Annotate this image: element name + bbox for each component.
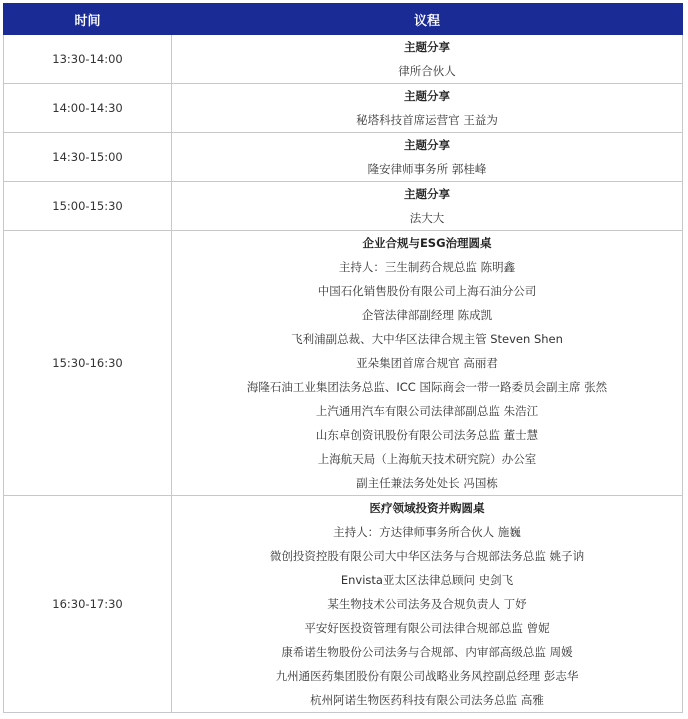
agenda-cell <box>172 231 683 496</box>
time-cell: 14:30-15:00 <box>4 133 172 182</box>
session-title: 企业合规与ESG治理圆桌 <box>362 236 492 250</box>
table-row <box>4 182 683 231</box>
agenda-table-wrapper <box>3 3 683 713</box>
time-cell: 13:30-14:00 <box>4 35 172 84</box>
speaker-line: 海隆石油工业集团法务总监、ICC 国际商会一带一路委员会副主席 张然 <box>246 380 608 394</box>
moderator-line: 主持人：方达律师事务所合伙人 施巍 <box>333 525 521 539</box>
table-row <box>4 84 683 133</box>
table-row <box>4 231 683 496</box>
session-title: 主题分享 <box>404 89 450 103</box>
agenda-cell <box>172 133 683 182</box>
speaker-line: 杭州阿诺生物医药科技有限公司法务总监 高雅 <box>310 693 544 707</box>
agenda-cell <box>172 35 683 84</box>
session-title: 医疗领域投资并购圆桌 <box>369 501 485 515</box>
speaker-line: 秘塔科技首席运营官 王益为 <box>356 113 498 127</box>
header-time: 时间 <box>4 4 172 35</box>
time-cell: 14:00-14:30 <box>4 84 172 133</box>
table-row <box>4 133 683 182</box>
session-title: 主题分享 <box>404 187 450 201</box>
agenda-table <box>3 3 683 713</box>
agenda-cell <box>172 182 683 231</box>
speaker-line: 某生物技术公司法务及合规负责人 丁妤 <box>327 597 527 611</box>
time-cell: 15:00-15:30 <box>4 182 172 231</box>
header-row <box>4 4 683 35</box>
speaker-line: 上汽通用汽车有限公司法律部副总监 朱浩江 <box>315 404 539 418</box>
time-cell: 16:30-17:30 <box>4 496 172 713</box>
speaker-line: 副主任兼法务处处长 冯国栋 <box>356 476 498 490</box>
session-title: 主题分享 <box>404 40 450 54</box>
speaker-line: 九州通医药集团股份有限公司战略业务风控副总经理 彭志华 <box>275 669 579 683</box>
speaker-line: 微创投资控股有限公司大中华区法务与合规部法务总监 姚子讷 <box>269 549 585 563</box>
speaker-line: 企管法律部副经理 陈成凯 <box>361 308 493 322</box>
speaker-line: 平安好医投资管理有限公司法律合规部总监 曾妮 <box>304 621 550 635</box>
agenda-cell <box>172 84 683 133</box>
agenda-cell <box>172 496 683 713</box>
speaker-line: 亚朵集团首席合规官 高丽君 <box>356 356 498 370</box>
speaker-line: 上海航天局（上海航天技术研究院）办公室 <box>317 452 537 466</box>
speaker-line: 法大大 <box>409 211 445 225</box>
speaker-line: 中国石化销售股份有限公司上海石油分公司 <box>317 284 537 298</box>
speaker-line: 飞利浦副总裁、大中华区法律合规主管 Steven Shen <box>291 332 563 346</box>
time-cell: 15:30-16:30 <box>4 231 172 496</box>
table-row <box>4 496 683 713</box>
header-agenda: 议程 <box>172 4 683 35</box>
session-title: 主题分享 <box>404 138 450 152</box>
moderator-line: 主持人：三生制药合规总监 陈明鑫 <box>338 260 516 274</box>
speaker-line: Envista亚太区法律总顾问 史剑飞 <box>340 573 514 587</box>
table-row <box>4 35 683 84</box>
speaker-line: 山东卓创资讯股份有限公司法务总监 董士慧 <box>315 428 539 442</box>
speaker-line: 康希诺生物股份公司法务与合规部、内审部高级总监 周媛 <box>281 645 573 659</box>
speaker-line: 隆安律师事务所 郭桂峰 <box>367 162 487 176</box>
speaker-line: 律所合伙人 <box>398 64 456 78</box>
